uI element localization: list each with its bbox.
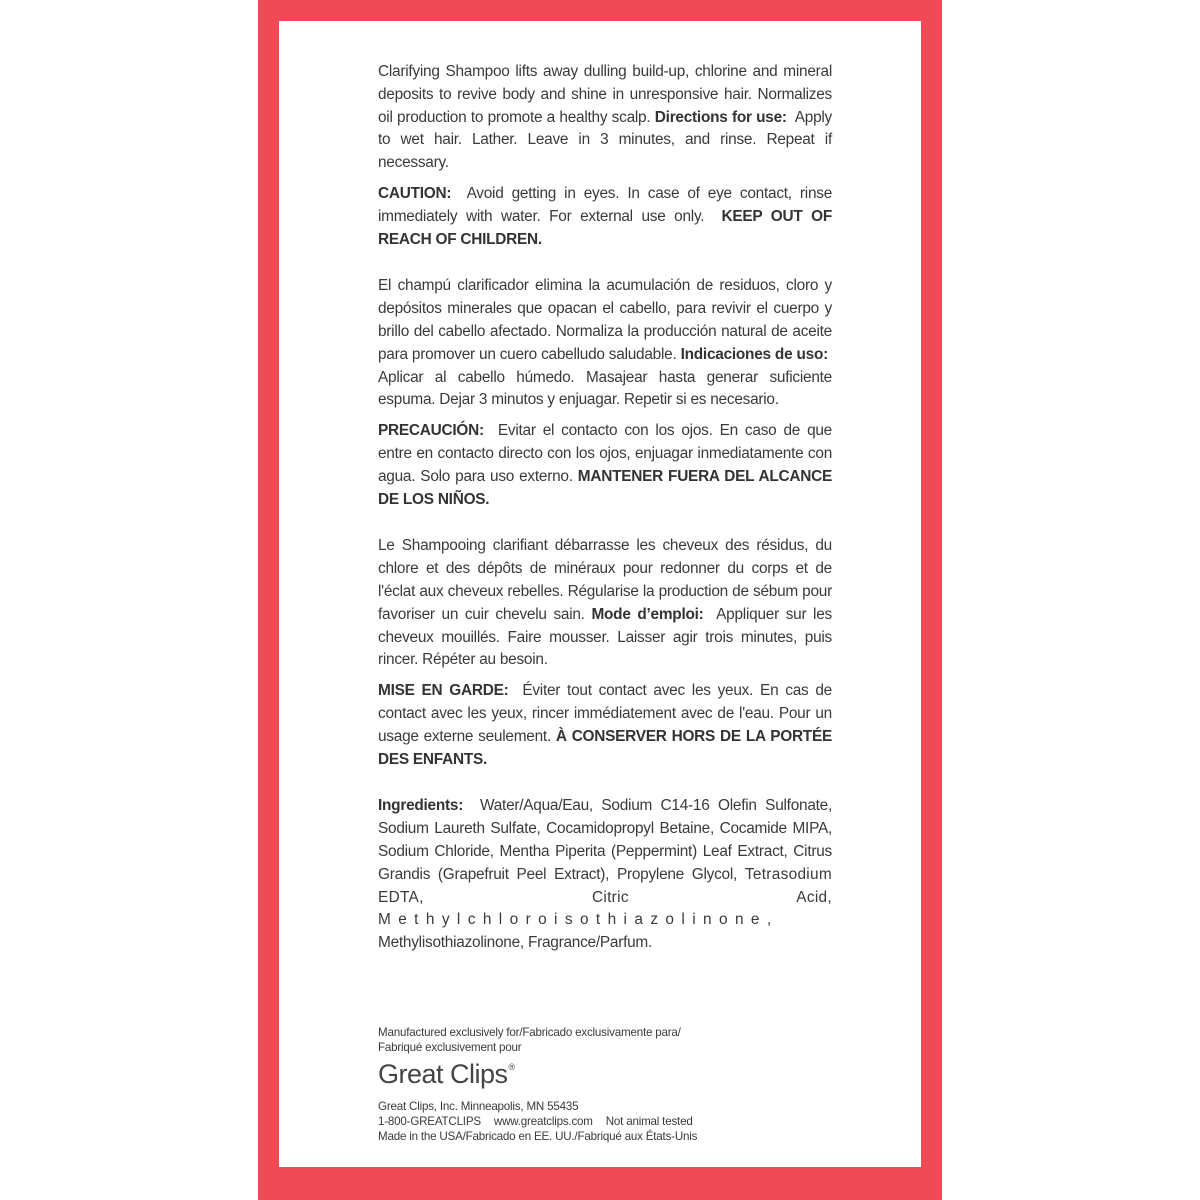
label-content — [378, 61, 832, 955]
spanish-caution-label: PRECAUCIÓN: — [378, 422, 484, 440]
manufacturer-footer — [378, 1025, 832, 1144]
ingredients-part-3: Methylchloroisothiazolinone, — [378, 911, 779, 929]
spanish-caution-text: Evitar el contacto con los ojos. En caso de que entre en contacto directo con los ojos, enjuagar inmediatamente con agua. Solo para uso externo. — [378, 422, 832, 485]
english-keep-out: KEEP OUT OF REACH OF CHILDREN. — [378, 207, 833, 248]
english-intro: Clarifying Shampoo lifts away dulling build-up, chlorine and mineral deposits to revive body and shine in unresponsive hair. Normalizes oil production to promote a healthy scalp. — [378, 63, 832, 126]
made-in-line: Made in the USA/Fabricado en EE. UU./Fabriqué aux États-Unis — [378, 1130, 698, 1143]
french-caution — [378, 680, 832, 771]
french-intro: Le Shampooing clarifiant débarrasse les cheveux des résidus, du chlore et des dépôts de minéraux pour redonner du corps et de l'éclat aux cheveux rebelles. Régularise la production de sébum pour favoriser un cuir chevelu sain. — [378, 537, 832, 623]
spanish-directions: Aplicar al cabello húmedo. Masajear hasta generar suficiente espuma. Dejar 3 minutos y enjuagar. Repetir si es necesario. — [378, 368, 832, 409]
english-directions: Apply to wet hair. Lather. Leave in 3 minutes, and rinse. Repeat if necessary. — [378, 108, 832, 172]
spanish-intro: El champú clarificador elimina la acumulación de residuos, cloro y depósitos minerales que opacan el cabello, para revivir el cuerpo y brillo del cabello afectado. Normaliza la producción natural de aceite para promover un cuero cabelludo saludable. — [378, 277, 832, 363]
french-description — [378, 535, 832, 672]
french-caution-label: MISE EN GARDE: — [378, 682, 509, 700]
brand-wordmark: Great Clips — [378, 1059, 508, 1089]
ingredients-part-1: Water/Aqua/Eau, Sodium C14-16 Olefin Sulfonate, Sodium Laureth Sulfate, Cocamidopropyl Betaine, Cocamide MIPA, Sodium Chloride, Mentha Piperita (Peppermint) Leaf Extract, Citrus Grandis (Grapefruit Peel Extract), Propylene Glycol, — [378, 797, 832, 883]
animal-testing-note: Not animal tested — [605, 1115, 693, 1128]
ingredients-label: Ingredients: — [378, 797, 464, 815]
spanish-description — [378, 275, 832, 412]
label-border — [258, 0, 942, 1200]
english-caution-label: CAUTION: — [378, 184, 452, 202]
english-directions-label: Directions for use: — [654, 108, 787, 126]
registered-mark: ® — [508, 1062, 516, 1072]
website: www.greatclips.com — [493, 1115, 593, 1128]
company-address: Great Clips, Inc. Minneapolis, MN 55435 — [378, 1100, 579, 1113]
english-description — [378, 61, 832, 175]
french-keep-out: À CONSERVER HORS DE LA PORTÉE DES ENFANTS. — [378, 727, 832, 768]
contact-line — [378, 1114, 832, 1129]
french-directions-label: Mode d’emploi: — [591, 605, 704, 623]
spanish-caution — [378, 420, 832, 511]
manufactured-line-2: Fabriqué exclusivement pour — [378, 1041, 522, 1054]
ingredients-part-4: Methylisothiazolinone, Fragrance/Parfum. — [378, 934, 653, 952]
manufactured-line-1: Manufactured exclusively for/Fabricado exclusivamente para/ — [378, 1026, 681, 1039]
label-panel — [279, 21, 921, 1167]
french-caution-text: Éviter tout contact avec les yeux. En cas de contact avec les yeux, rincer immédiatement avec de l'eau. Pour un usage externe seulement. — [378, 682, 832, 745]
english-caution — [378, 183, 832, 251]
spanish-directions-label: Indicaciones de uso: — [680, 345, 828, 363]
french-directions: Appliquer sur les cheveux mouillés. Faire mousser. Laisser agir trois minutes, puis rincer. Répéter au besoin. — [378, 605, 832, 669]
phone-number: 1-800-GREATCLIPS — [378, 1115, 481, 1128]
spanish-keep-out: MANTENER FUERA DEL ALCANCE DE LOS NIÑOS. — [378, 467, 832, 508]
ingredients-part-2: Tetrasodium EDTA, Citric Acid, — [378, 865, 833, 906]
brand-logo — [378, 1059, 832, 1091]
english-caution-text: Avoid getting in eyes. In case of eye contact, rinse immediately with water. For external use only. — [378, 184, 833, 225]
ingredients-list — [378, 795, 832, 955]
